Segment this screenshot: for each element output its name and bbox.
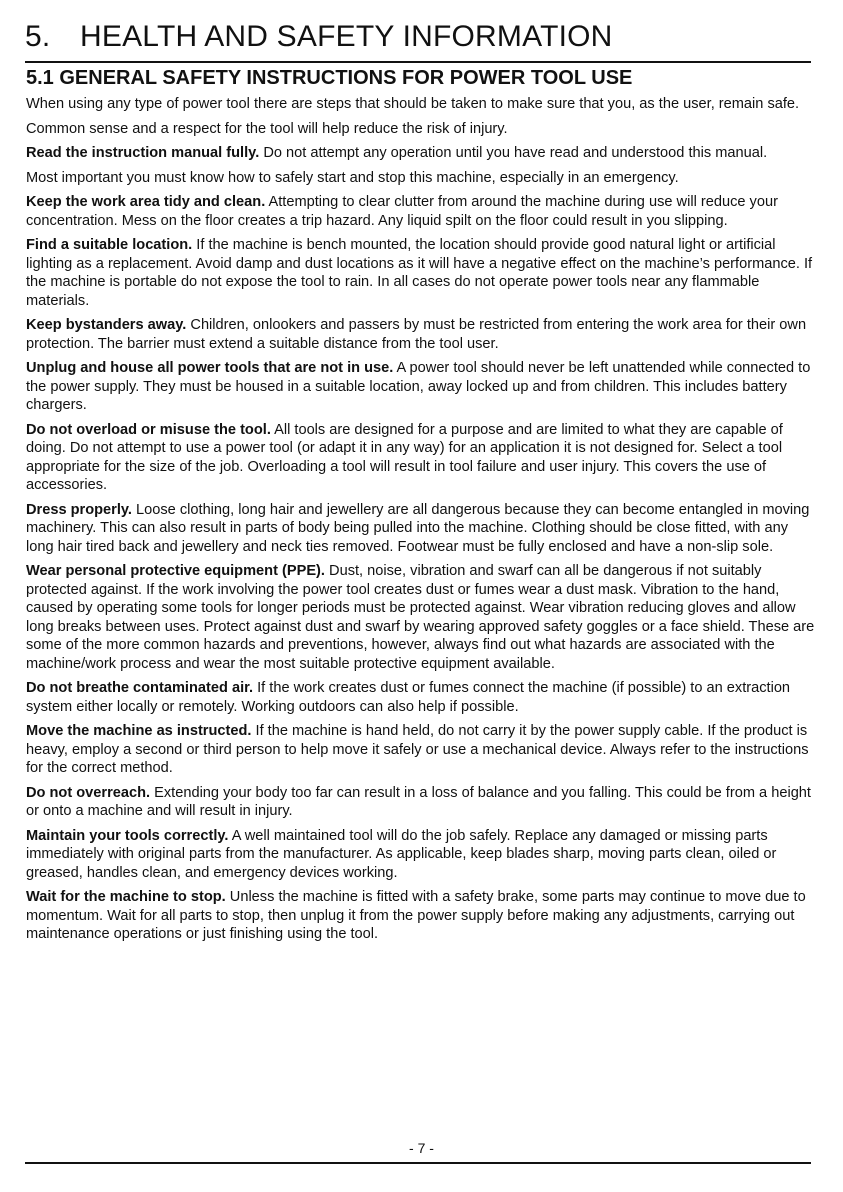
paragraph-unplug <box>26 359 816 415</box>
paragraph-text: Unless the machine is fitted with a safety brake, some parts may continue to move due to momentum. Wait for all parts to stop, then unplug it from the power supply before making any adjustments, carrying out maintenance operations or just finishing using the tool. <box>26 889 806 942</box>
paragraph-text: All tools are designed for a purpose and are limited to what they are capable of doing. Do not attempt to use a power tool (or adapt it in any way) for an application it is not designed for. Select a tool appropriate for the size of the job. Overloading a tool will result in tool failure and user injury. This covers the use of accessories. <box>26 421 783 493</box>
paragraph-lead: Move the machine as instructed. <box>26 723 252 739</box>
paragraph-location <box>26 236 816 310</box>
paragraph-text: If the machine is bench mounted, the location should provide good natural light or artificial lighting as a replacement. Avoid damp and dust locations as it will have a negative effect on the machine’s performance. If the machine is portable do not expose the tool to rain. In all cases do not operate power tools near any flammable materials. <box>26 237 813 309</box>
paragraph-lead: Do not overreach. <box>26 784 151 801</box>
paragraph-bystanders <box>26 316 816 353</box>
paragraph-text: When using any type of power tool there are steps that should be taken to make sure that you, as the user, remain safe. <box>26 96 800 112</box>
paragraph-text: A power tool should never be left unattended while connected to the power supply. They must be housed in a suitable location, away locked up and from children. This includes battery chargers. <box>26 360 811 413</box>
paragraph-start-stop <box>26 169 816 188</box>
chapter-title: HEALTH AND SAFETY INFORMATION <box>80 20 613 53</box>
paragraph-text: Attempting to clear clutter from around the machine during use will reduce your concentration. Mess on the floor creates a trip hazard. Any liquid spilt on the floor could result in you slipping. <box>26 194 778 229</box>
title-divider <box>25 61 811 63</box>
paragraph-overload <box>26 421 816 495</box>
paragraph-lead: Unplug and house all power tools that are not in use. <box>26 360 394 376</box>
paragraph-lead: Wear personal protective equipment (PPE). <box>26 563 325 579</box>
paragraph-text: Children, onlookers and passers by must be restricted from entering the work area for their own protection. The barrier must extend a suitable distance from the tool user. <box>26 317 807 352</box>
chapter-number: 5. <box>25 20 51 53</box>
footer-divider <box>25 1162 811 1164</box>
paragraph-text: Dust, noise, vibration and swarf can all be dangerous if not suitably protected against. If the work involving the power tool creates dust or fumes wear a dust mask. Vibration to the hand, caused by operating some tools for longer periods must be protected against. Wear vibration reducing gloves and allow long breaks between uses. Protect against dust and swarf by wearing approved safety goggles or a face shield. These are some of the more common hazards and preventions, however, always find out what hazards are associated with the machine/work process and wear the most suitable protective equipment available. <box>26 563 815 672</box>
paragraph-text: If the machine is hand held, do not carry it by the power supply cable. If the product is heavy, employ a second or third person to help move it safely or use a mechanical device. Always refer to the instructions for the correct method. <box>26 723 809 776</box>
paragraph-lead: Find a suitable location. <box>26 237 193 253</box>
page-title <box>25 19 613 55</box>
paragraph-lead: Keep bystanders away. <box>26 317 187 333</box>
paragraph-air <box>26 679 816 716</box>
paragraph-lead: Do not breathe contaminated air. <box>26 680 254 696</box>
page-number: - 7 - <box>409 1140 434 1156</box>
paragraph-lead: Wait for the machine to stop. <box>26 889 226 905</box>
paragraph-lead: Maintain your tools correctly. <box>26 827 229 844</box>
paragraph-ppe <box>26 562 816 673</box>
paragraph-text: Most important you must know how to safely start and stop this machine, especially in an emergency. <box>26 169 679 186</box>
paragraph-text: A well maintained tool will do the job safely. Replace any damaged or missing parts immediately with original parts from the manufacturer. As applicable, keep blades sharp, moving parts clean, oiled or greased, handles clean, and emergency devices working. <box>26 827 777 881</box>
safety-instructions <box>26 95 816 950</box>
paragraph-maintain <box>26 827 816 883</box>
paragraph-move <box>26 722 816 778</box>
paragraph-dress <box>26 501 816 557</box>
paragraph-overreach <box>26 784 816 821</box>
section-heading: 5.1 GENERAL SAFETY INSTRUCTIONS FOR POWER TOOL USE <box>26 67 633 89</box>
paragraph-work-area <box>26 193 816 230</box>
paragraph-text: Extending your body too far can result in a loss of balance and you falling. This could be from a height or onto a machine and will result in injury. <box>26 784 811 819</box>
paragraph-common-sense <box>26 120 816 139</box>
paragraph-lead: Read the instruction manual fully. <box>26 145 260 161</box>
paragraph-lead: Keep the work area tidy and clean. <box>26 194 266 210</box>
paragraph-text: Common sense and a respect for the tool will help reduce the risk of injury. <box>26 120 508 137</box>
paragraph-lead: Dress properly. <box>26 501 132 518</box>
paragraph-text: Do not attempt any operation until you have read and understood this manual. <box>259 145 768 161</box>
paragraph-read-manual <box>26 144 816 163</box>
paragraph-text: If the work creates dust or fumes connect the machine (if possible) to an extraction system either locally or remotely. Working outdoors can also help if possible. <box>26 680 791 715</box>
paragraph-wait <box>26 888 816 944</box>
paragraph-text: Loose clothing, long hair and jewellery are all dangerous because they can become entangled in moving machinery. This can also result in parts of body being pulled into the machine. Clothing should be close fitted, with any long hair tired back and jewellery and neck ties removed. Footwear must be fully enclosed and have a non-slip sole. <box>26 501 810 555</box>
paragraph-lead: Do not overload or misuse the tool. <box>26 421 271 438</box>
paragraph-intro <box>26 95 816 114</box>
